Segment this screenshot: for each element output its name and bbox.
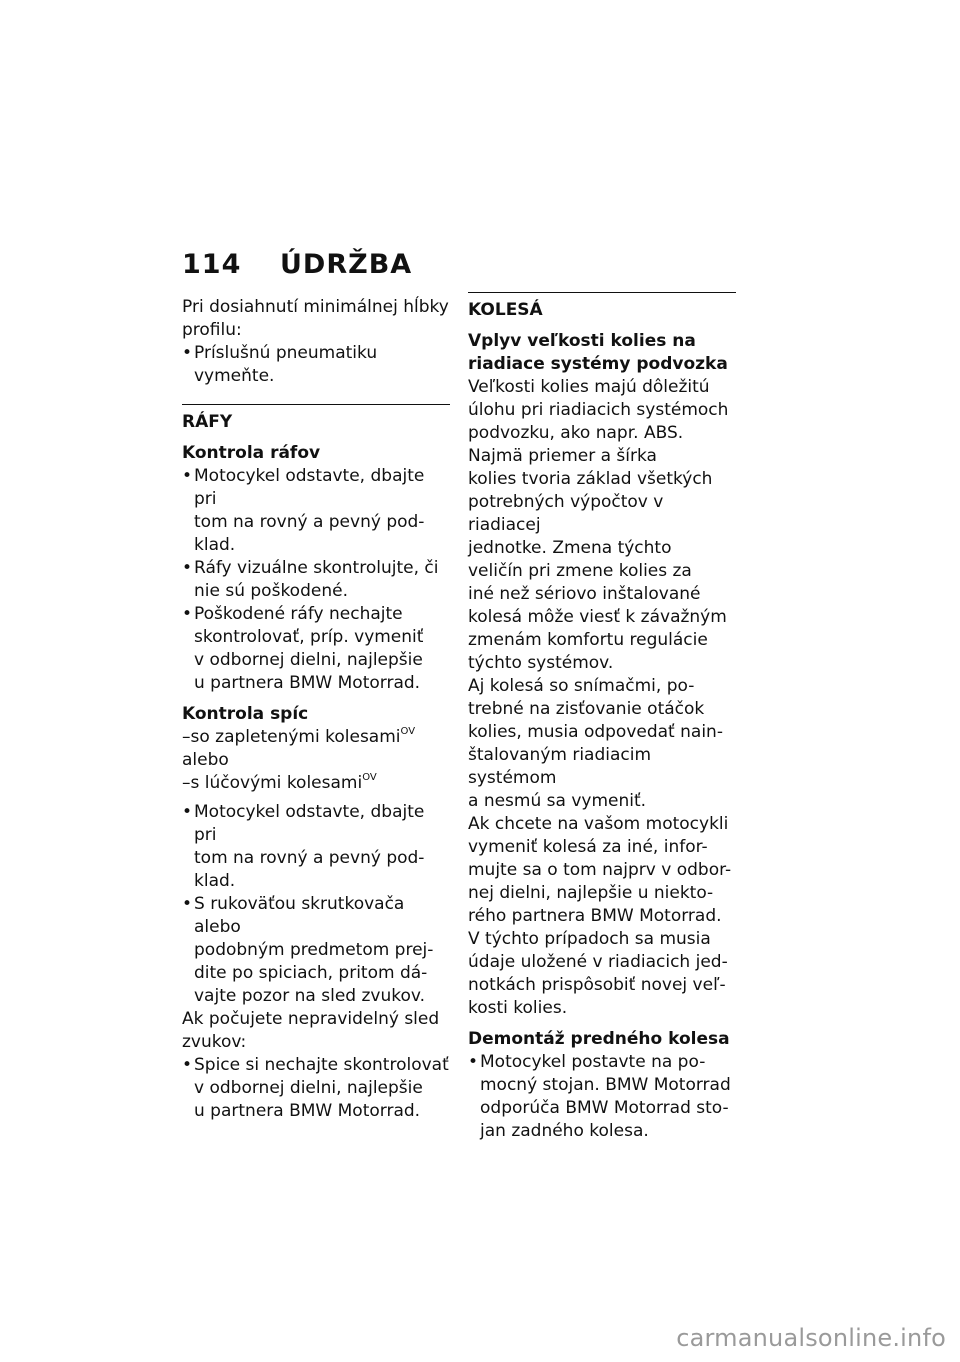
list-item-line: u partnera BMW Motorrad. <box>194 673 421 693</box>
list-item-line: jan zadného kolesa. <box>480 1121 649 1141</box>
list-item-line: klad. <box>194 871 236 891</box>
paragraph-line: V týchto prípadoch sa musia <box>468 929 711 949</box>
list-item-line: vymeňte. <box>194 366 275 386</box>
paragraph <box>468 376 740 675</box>
list-item-line: Spice si nechajte skontrolovať <box>194 1055 449 1075</box>
list-item-line: u partnera BMW Motorrad. <box>194 1101 421 1121</box>
list-item-line: S rukoväťou skrutkovača alebo <box>194 894 405 937</box>
paragraph-line: Ak počujete nepravidelný sled <box>182 1009 440 1029</box>
list-item <box>182 557 450 603</box>
intro-line: profilu: <box>182 320 242 340</box>
page-number: 114 <box>182 249 242 280</box>
section-title-wheels: KOLESÁ <box>468 300 543 320</box>
paragraph-line: kolies, musia odpovedať nain- <box>468 722 723 742</box>
list-item <box>182 465 450 557</box>
left-column <box>182 296 450 1123</box>
paragraph-line: týchto systémov. <box>468 653 614 673</box>
paragraph-line: iné než sériovo inštalované <box>468 584 701 604</box>
paragraph-line: kolesá môže viesť k závažným <box>468 607 727 627</box>
paragraph-line: notkách prispôsobiť novej veľ- <box>468 975 726 995</box>
paragraph-line: vymeniť kolesá za iné, infor- <box>468 837 708 857</box>
section-divider <box>468 292 736 293</box>
paragraph-line: a nesmú sa vymeniť. <box>468 791 647 811</box>
bullet-icon <box>182 1054 192 1077</box>
paragraph-line: Najmä priemer a šírka <box>468 446 657 466</box>
subsection-wheel-size <box>468 330 740 376</box>
paragraph-line: potrebných výpočtov v riadiacej <box>468 492 664 535</box>
intro-line: Pri dosiahnutí minimálnej hĺbky <box>182 297 449 317</box>
list-item-line: odporúča BMW Motorrad sto- <box>480 1098 729 1118</box>
paragraph-line: zmenám komfortu regulácie <box>468 630 708 650</box>
right-column <box>468 292 740 1143</box>
paragraph-line: kosti kolies. <box>468 998 568 1018</box>
paragraph-line: Veľkosti kolies majú dôležitú <box>468 377 710 397</box>
list-item-line: v odbornej dielni, najlepšie <box>194 650 423 670</box>
list-item <box>182 893 450 1008</box>
paragraph-line: rého partnera BMW Motorrad. <box>468 906 722 926</box>
condition-line <box>182 726 450 749</box>
list-item-line: mocný stojan. BMW Motorrad <box>480 1075 731 1095</box>
paragraph-line: Ak chcete na vašom motocykli <box>468 814 729 834</box>
paragraph-line: kolies tvoria základ všetkých <box>468 469 713 489</box>
list-item-line: klad. <box>194 535 236 555</box>
subsection-spoke-check: Kontrola spíc <box>182 704 309 724</box>
section-divider <box>182 404 450 405</box>
condition-text: –so zapletenými kolesami <box>182 727 401 747</box>
chapter-title: ÚDRŽBA <box>280 249 413 280</box>
bullet-icon <box>182 342 192 365</box>
list-item-line: Motocykel odstavte, dbajte pri <box>194 802 425 845</box>
watermark: carmanualsonline.info <box>676 1324 946 1352</box>
bullet-icon <box>182 603 192 626</box>
paragraph-line: nej dielni, najlepšie u niekto- <box>468 883 714 903</box>
condition-text: –s lúčovými kolesami <box>182 773 363 793</box>
list-item-line: Motocykel odstavte, dbajte pri <box>194 466 425 509</box>
list-item-line: Motocykel postavte na po- <box>480 1052 706 1072</box>
list-item-line: skontrolovať, príp. vymeniť <box>194 627 424 647</box>
list-item <box>182 342 450 388</box>
paragraph-line: podvozku, ako napr. ABS. <box>468 423 684 443</box>
paragraph <box>468 813 740 1020</box>
subsection-front-wheel-removal: Demontáž predného kolesa <box>468 1029 730 1049</box>
paragraph-line: štalovaným riadiacim systémom <box>468 745 652 788</box>
paragraph-line: úlohu pri riadiacich systémoch <box>468 400 729 420</box>
list-item-line: podobným predmetom prej- <box>194 940 434 960</box>
bullet-icon <box>468 1051 478 1074</box>
subsection-rim-check: Kontrola ráfov <box>182 443 321 463</box>
bullet-icon <box>182 801 192 824</box>
list-item <box>182 603 450 695</box>
section-title-rims: RÁFY <box>182 412 233 432</box>
list-item <box>182 1054 450 1123</box>
list-item-line: Ráfy vizuálne skontrolujte, či <box>194 558 439 578</box>
list-item-line: Poškodené ráfy nechajte <box>194 604 403 624</box>
list-item-line: dite po spiciach, pritom dá- <box>194 963 428 983</box>
list-item-line: tom na rovný a pevný pod- <box>194 512 425 532</box>
list-item-line: vajte pozor na sled zvukov. <box>194 986 426 1006</box>
list-item <box>468 1051 740 1143</box>
paragraph-line: údaje uložené v riadiacich jed- <box>468 952 728 972</box>
paragraph-line: mujte sa o tom najprv v odbor- <box>468 860 732 880</box>
paragraph-line: Aj kolesá so snímačmi, po- <box>468 676 695 696</box>
list-item-line: v odbornej dielni, najlepšie <box>194 1078 423 1098</box>
list-item-line: nie sú poškodené. <box>194 581 348 601</box>
subsection-line: riadiace systémy podvozka <box>468 354 728 374</box>
paragraph-line: zvukov: <box>182 1032 247 1052</box>
subsection-line: Vplyv veľkosti kolies na <box>468 331 696 351</box>
condition-or: alebo <box>182 750 229 770</box>
list-item <box>182 801 450 893</box>
bullet-icon <box>182 465 192 488</box>
option-badge: OV <box>400 726 416 738</box>
list-item-line: tom na rovný a pevný pod- <box>194 848 425 868</box>
list-item-line: Príslušnú pneumatiku <box>194 343 378 363</box>
bullet-icon <box>182 557 192 580</box>
paragraph-line: trebné na zisťovanie otáčok <box>468 699 705 719</box>
paragraph <box>468 675 740 813</box>
paragraph-line: jednotke. Zmena týchto <box>468 538 672 558</box>
option-badge: OV <box>362 772 377 784</box>
paragraph-line: veličín pri zmene kolies za <box>468 561 692 581</box>
condition-line <box>182 772 450 795</box>
bullet-icon <box>182 893 192 916</box>
